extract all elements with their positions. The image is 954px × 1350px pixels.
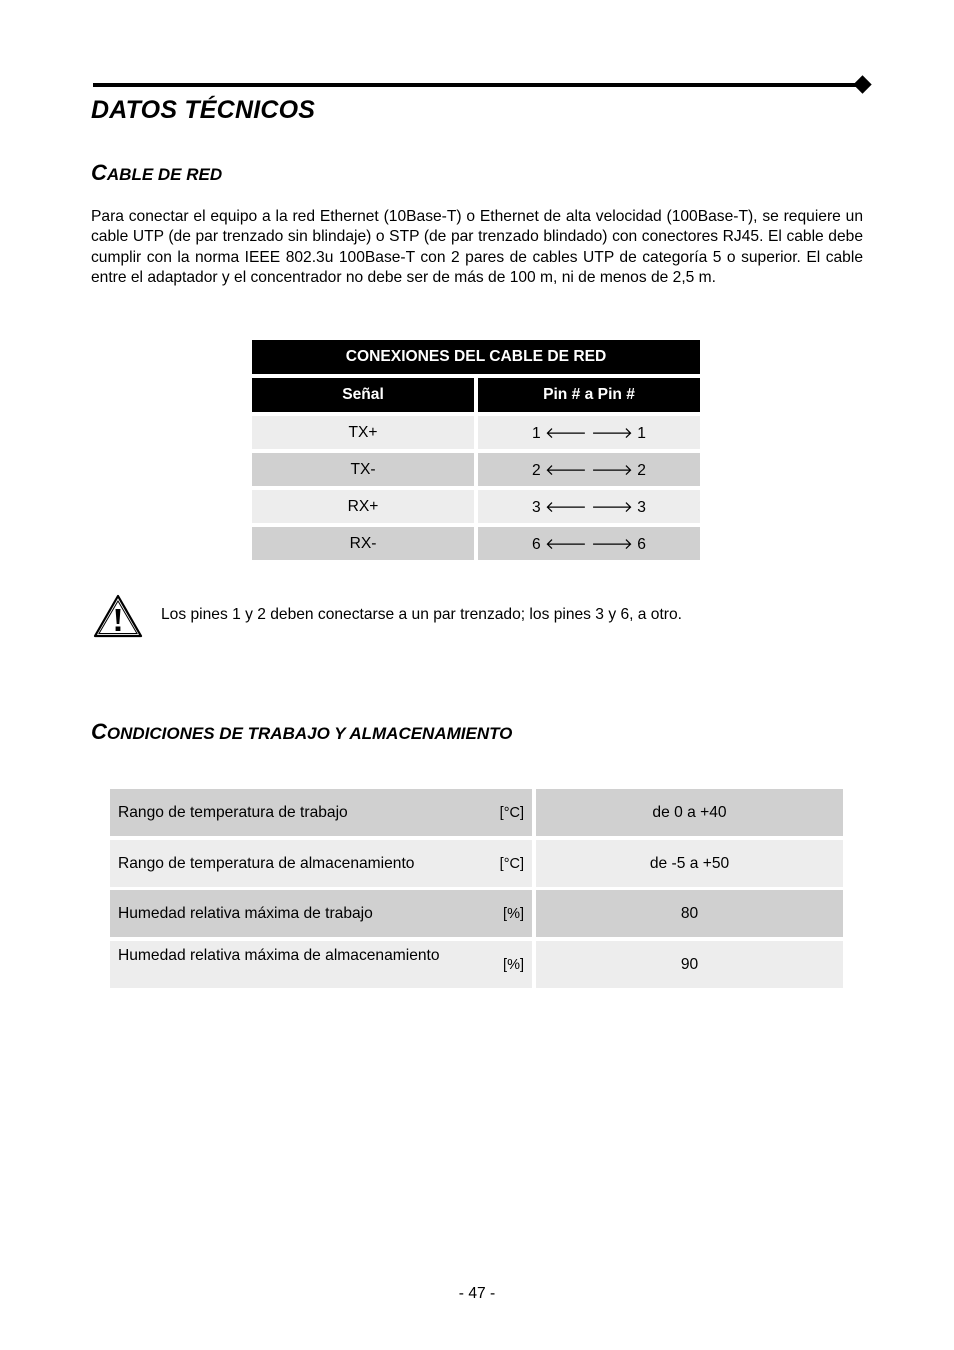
condition-value: de -5 a +50 xyxy=(536,840,843,887)
table-row xyxy=(252,490,700,523)
condition-label-cell xyxy=(110,840,532,887)
rule-diamond-ornament xyxy=(853,75,871,93)
condition-unit: [°C] xyxy=(499,804,524,821)
table-row xyxy=(110,840,844,887)
column-header-pin: Pin # a Pin # xyxy=(478,378,700,412)
pin-cell: 2 🡐 🡒 2 xyxy=(478,453,700,486)
signal-cell: RX+ xyxy=(252,490,474,523)
section-title-cable xyxy=(91,160,222,186)
signal-cell: RX- xyxy=(252,527,474,560)
table-row xyxy=(110,941,844,988)
condition-label: Rango de temperatura de trabajo xyxy=(118,803,348,821)
table-row xyxy=(252,416,700,449)
condition-label-cell xyxy=(110,941,532,988)
table-title: CONEXIONES DEL CABLE DE RED xyxy=(252,340,700,374)
column-header-signal: Señal xyxy=(252,378,474,412)
section-title-initial: C xyxy=(91,719,107,744)
cable-connections-table xyxy=(248,336,704,564)
condition-unit: [%] xyxy=(503,956,524,973)
condition-unit: [°C] xyxy=(499,855,524,872)
condition-label-cell xyxy=(110,890,532,937)
condition-value: de 0 a +40 xyxy=(536,789,843,836)
signal-cell: TX- xyxy=(252,453,474,486)
section-title-rest: ONDICIONES DE TRABAJO Y ALMACENAMIENTO xyxy=(106,724,513,743)
table-row xyxy=(110,789,844,836)
pin-cell: 6 🡐 🡒 6 xyxy=(478,527,700,560)
section-title-initial: C xyxy=(91,160,107,185)
condition-unit: [%] xyxy=(503,905,524,922)
table-row xyxy=(252,453,700,486)
section-title-rest: ABLE DE RED xyxy=(106,165,223,184)
warning-text: Los pines 1 y 2 deben conectarse a un par trenzado; los pines 3 y 6, a otro. xyxy=(161,606,682,623)
condition-label: Rango de temperatura de almacenamiento xyxy=(118,854,415,872)
condition-label: Humedad relativa máxima de trabajo xyxy=(118,904,373,922)
warning-triangle-icon xyxy=(93,594,143,638)
condition-value: 80 xyxy=(536,890,843,937)
section-title-conditions xyxy=(91,719,512,745)
pin-cell: 3 🡐 🡒 3 xyxy=(478,490,700,523)
cable-description: Para conectar el equipo a la red Ethernet (10Base-T) o Ethernet de alta velocidad (100Base-T), se requiere un cable UTP (de par trenzado sin blindaje) o STP (de par trenzado blindado) con conectores RJ45. El cable debe cumplir con la norma IEEE 802.3u 100Base-T con 2 pares de cables UTP de categoría 5 o superior. El cable entre el adaptador y el concentrador no debe ser de más de 100 m, ni de menos de 2,5 m. xyxy=(91,208,863,286)
page-title: DATOS TÉCNICOS xyxy=(91,96,316,124)
condition-label: Humedad relativa máxima de almacenamiento xyxy=(118,947,440,964)
page-number: - 47 - xyxy=(458,1285,496,1302)
table-row xyxy=(110,890,844,937)
condition-label-cell xyxy=(110,789,532,836)
condition-value: 90 xyxy=(536,941,843,988)
pin-cell: 1 🡐 🡒 1 xyxy=(478,416,700,449)
signal-cell: TX+ xyxy=(252,416,474,449)
top-rule xyxy=(93,83,863,87)
table-row xyxy=(252,527,700,560)
